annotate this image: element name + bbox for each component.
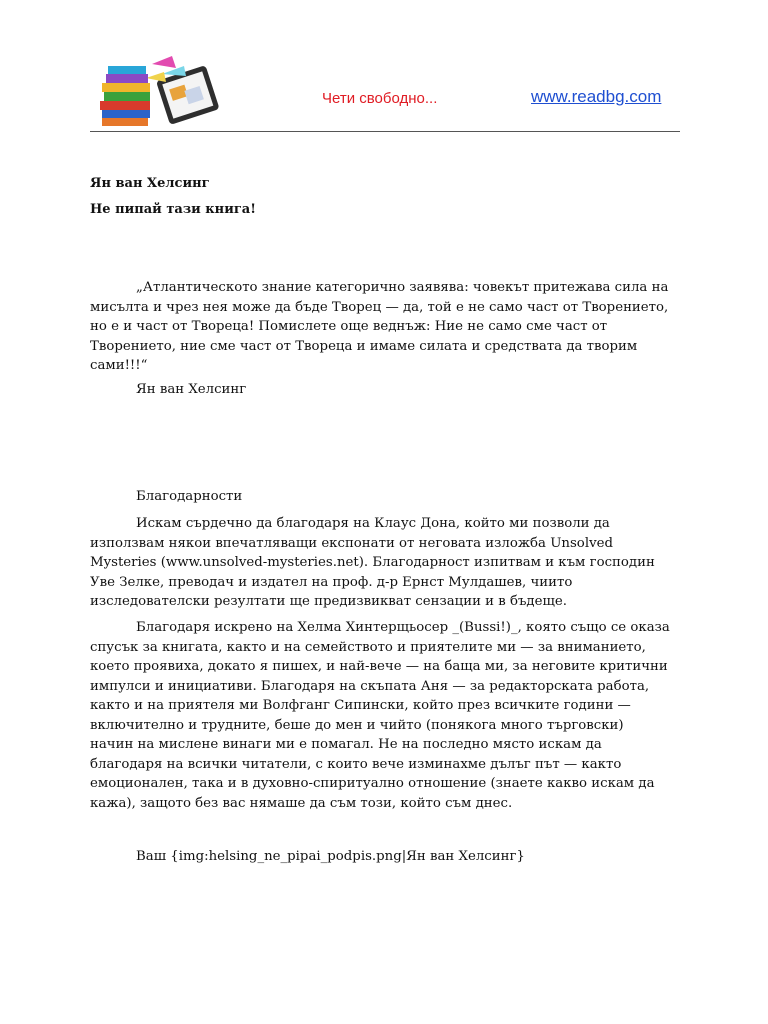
acknowledgements-paragraph: Благодаря искрено на Хелма Хинтерщьосер _(Bussi!)_, която също се оказа спусък за книгата, както и на семейството и приятелите ми — за вниманието, което проявиха, докато я пишех, и най-вече — на баща ми, за неговите критични импулси и инициативи. Благодаря на скъпата Аня — за редакторската работа, както и на приятеля ми Волфганг Сипински, който през всичките години — включително и трудните, беше до мен и чийто (понякога много търговски) начин на мислене винаги ми е помагал. Не на последно място искам да благодаря на всички читатели, с които вече изминахме дълъг път — както емоционален, така и в духовно-спиритуално отношение (знаете какво искам да кажа), защото без вас нямаше да съм този, който съм днес.: [90, 620, 670, 811]
epigraph-quote: „Атлантическото знание категорично заявява: човекът притежава сила на мисълта и чрез нея може да бъде Творец — да, той е не само част от Творението, но е и част от Твореца! Помислете още веднъж: Ние не само сме част от Творението, ние сме част от Твореца и имаме силата и средствата да творим сами!!!“: [90, 280, 669, 373]
quote-signature: Ян ван Хелсинг: [136, 382, 247, 397]
tagline: Чети свободно...: [322, 90, 438, 107]
site-link[interactable]: www.readbg.com: [531, 87, 662, 106]
header-divider: [90, 131, 680, 132]
page-header: [90, 40, 680, 132]
acknowledgements-heading: Благодарности: [136, 489, 243, 504]
acknowledgements-paragraph: Искам сърдечно да благодаря на Клаус Дона, който ми позволи да използвам някои впечатляващи експонати от неговата изложба Unsolved Mysteries (www.unsolved-mysteries.net). Благодарност изпитвам и към господин Уве Зелке, преводач и издател на проф. д-р Ернст Мулдашев, чиито изследователски резултати ще предизвикват сензации и в бъдеще.: [90, 516, 655, 609]
author-name: Ян ван Хелсинг: [90, 176, 210, 191]
books-tablet-logo-icon: [94, 52, 230, 132]
book-title: Не пипай тази книга!: [90, 202, 256, 217]
signoff: Ваш {img:helsing_ne_pipai_podpis.png|Ян ван Хелсинг}: [136, 849, 525, 864]
